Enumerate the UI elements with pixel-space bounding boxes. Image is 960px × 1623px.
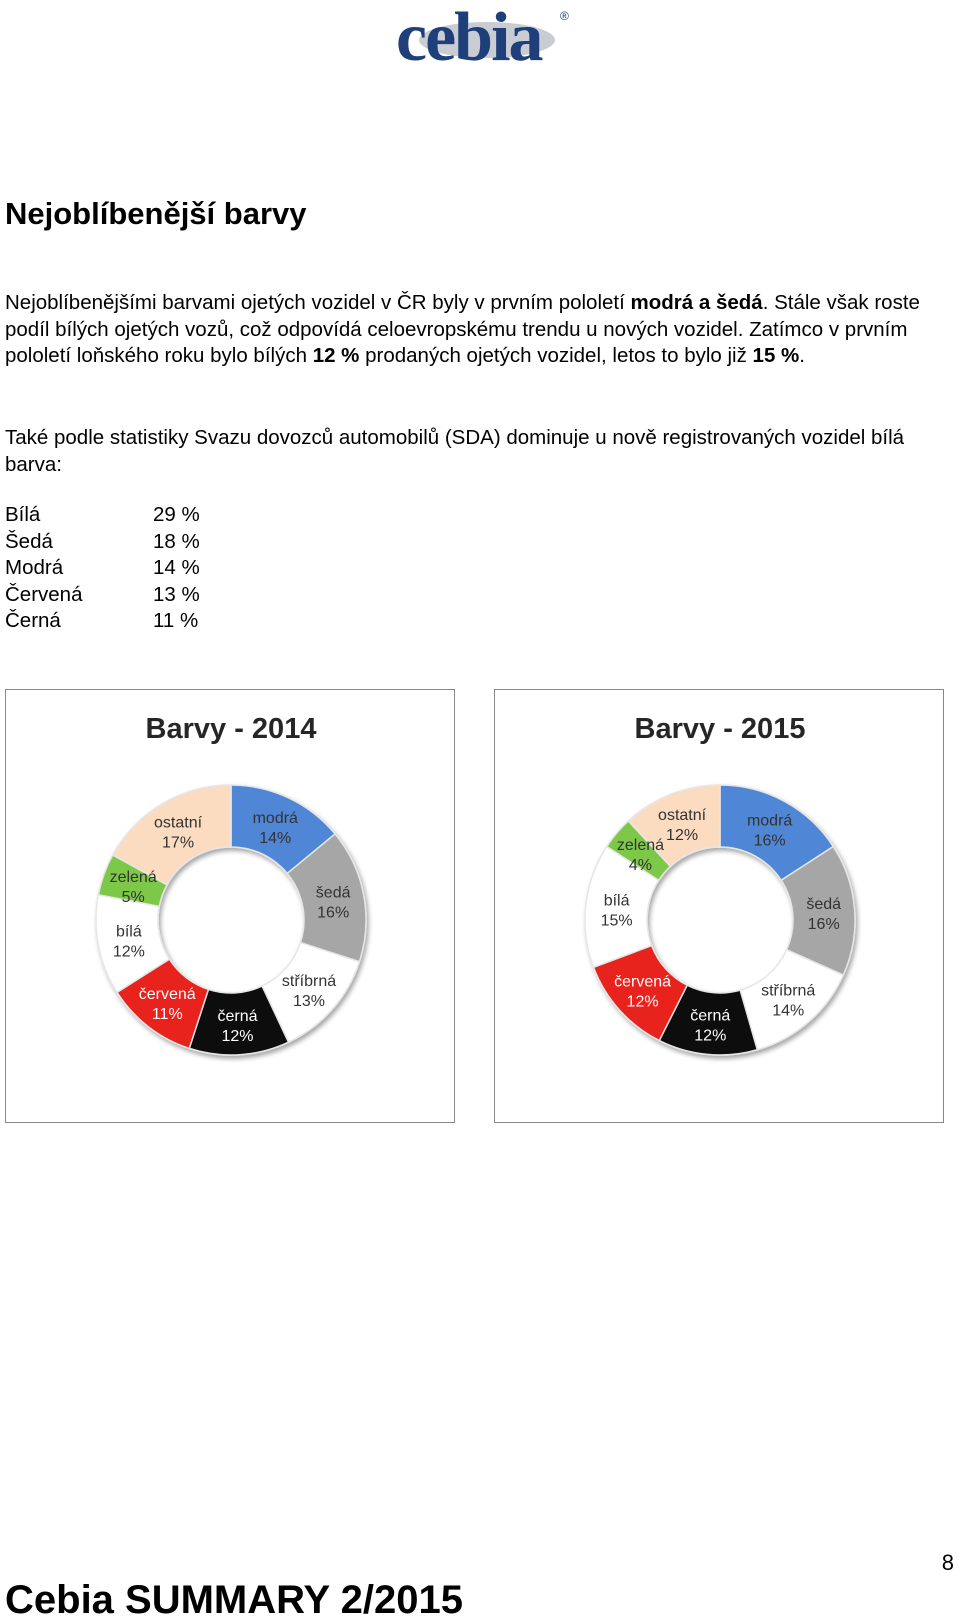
- slice-label: ostatní: [154, 814, 203, 832]
- intro-text-3: prodaných ojetých vozidel, letos to bylo již: [359, 344, 753, 367]
- slice-value: 12%: [694, 1027, 727, 1045]
- slice-label: červená: [614, 973, 672, 991]
- color-row: [5, 502, 200, 529]
- intro-text-2: . Stále však roste podíl bílých ojetých vozů, což odpovídá celoevropskému trendu u nových vozidel. Zatímco v prvním pololetí loňského roku bylo bílých: [5, 291, 920, 367]
- color-name: Bílá: [5, 503, 41, 526]
- slice-label: černá: [217, 1007, 258, 1025]
- slice-label: zelená: [109, 868, 157, 886]
- slice-value: 12%: [221, 1027, 254, 1045]
- slice-value: 14%: [772, 1002, 805, 1020]
- slice-value: 17%: [162, 834, 195, 852]
- chart-2014: [5, 689, 455, 1123]
- color-row: [5, 529, 200, 556]
- slice-label: bílá: [115, 923, 142, 941]
- slice-label: modrá: [252, 809, 298, 827]
- slice-label: šedá: [806, 895, 842, 913]
- color-list: [5, 502, 200, 635]
- page-number: 8: [941, 1550, 954, 1575]
- slice-label: bílá: [603, 892, 630, 910]
- chart-title: Barvy - 2014: [145, 713, 317, 745]
- slice-label: modrá: [746, 812, 793, 830]
- slice-label: zelená: [616, 837, 665, 855]
- slice-value: 11%: [151, 1006, 183, 1024]
- donut-chart-2014: [6, 690, 453, 1121]
- donut-chart-2015: [495, 690, 942, 1121]
- slice-label: ostatní: [658, 807, 707, 825]
- slice-label: stříbrná: [281, 972, 337, 990]
- slice-label: šedá: [315, 884, 351, 902]
- slice-label: stříbrná: [761, 982, 816, 1000]
- registered-mark: ®: [560, 9, 569, 23]
- slice-value: 14%: [259, 829, 292, 847]
- intro-bold-2: 12 %: [312, 344, 360, 367]
- slice-value: 15%: [600, 912, 633, 930]
- sda-paragraph: Také podle statistiky Svazu dovozců automobilů (SDA) dominuje u nově registrovaných vozidel bílá barva:: [5, 426, 905, 476]
- chart-title: Barvy - 2015: [634, 713, 806, 745]
- intro-text-4: .: [799, 344, 805, 367]
- color-row: [5, 608, 200, 635]
- color-value: 29 %: [153, 503, 200, 526]
- intro-bold-3: 15 %: [752, 344, 800, 367]
- slice-value: 16%: [807, 915, 840, 933]
- slice-label: černá: [690, 1007, 731, 1025]
- intro-bold-1: modrá a šedá: [630, 291, 763, 314]
- page-title: Nejoblíbenější barvy: [5, 196, 307, 231]
- slice-value: 12%: [626, 993, 659, 1011]
- color-value: 14 %: [153, 556, 200, 579]
- color-name: Šedá: [5, 529, 53, 553]
- footer-title: Cebia SUMMARY 2/2015: [5, 1578, 463, 1622]
- color-value: 11 %: [153, 609, 199, 632]
- color-name: Červená: [5, 582, 83, 606]
- color-value: 13 %: [153, 582, 200, 606]
- intro-paragraph: [5, 290, 945, 370]
- color-name: Černá: [5, 609, 61, 632]
- color-value: 18 %: [153, 529, 200, 553]
- slice-value: 4%: [628, 857, 653, 875]
- slice-value: 16%: [753, 832, 786, 850]
- color-name: Modrá: [5, 556, 64, 579]
- slice-label: červená: [138, 986, 196, 1004]
- chart-2015: [494, 689, 944, 1123]
- slice-value: 13%: [292, 992, 326, 1010]
- cebia-logo: [392, 0, 582, 75]
- logo-text: cebia: [396, 0, 542, 75]
- color-row: [5, 555, 200, 582]
- slice-value: 16%: [317, 904, 350, 922]
- intro-text-1: Nejoblíbenějšími barvami ojetých vozidel v ČR byly v prvním pololetí: [5, 291, 631, 314]
- color-row: [5, 582, 200, 609]
- slice-value: 12%: [666, 827, 699, 845]
- slice-value: 5%: [121, 888, 145, 906]
- slice-value: 12%: [112, 943, 145, 961]
